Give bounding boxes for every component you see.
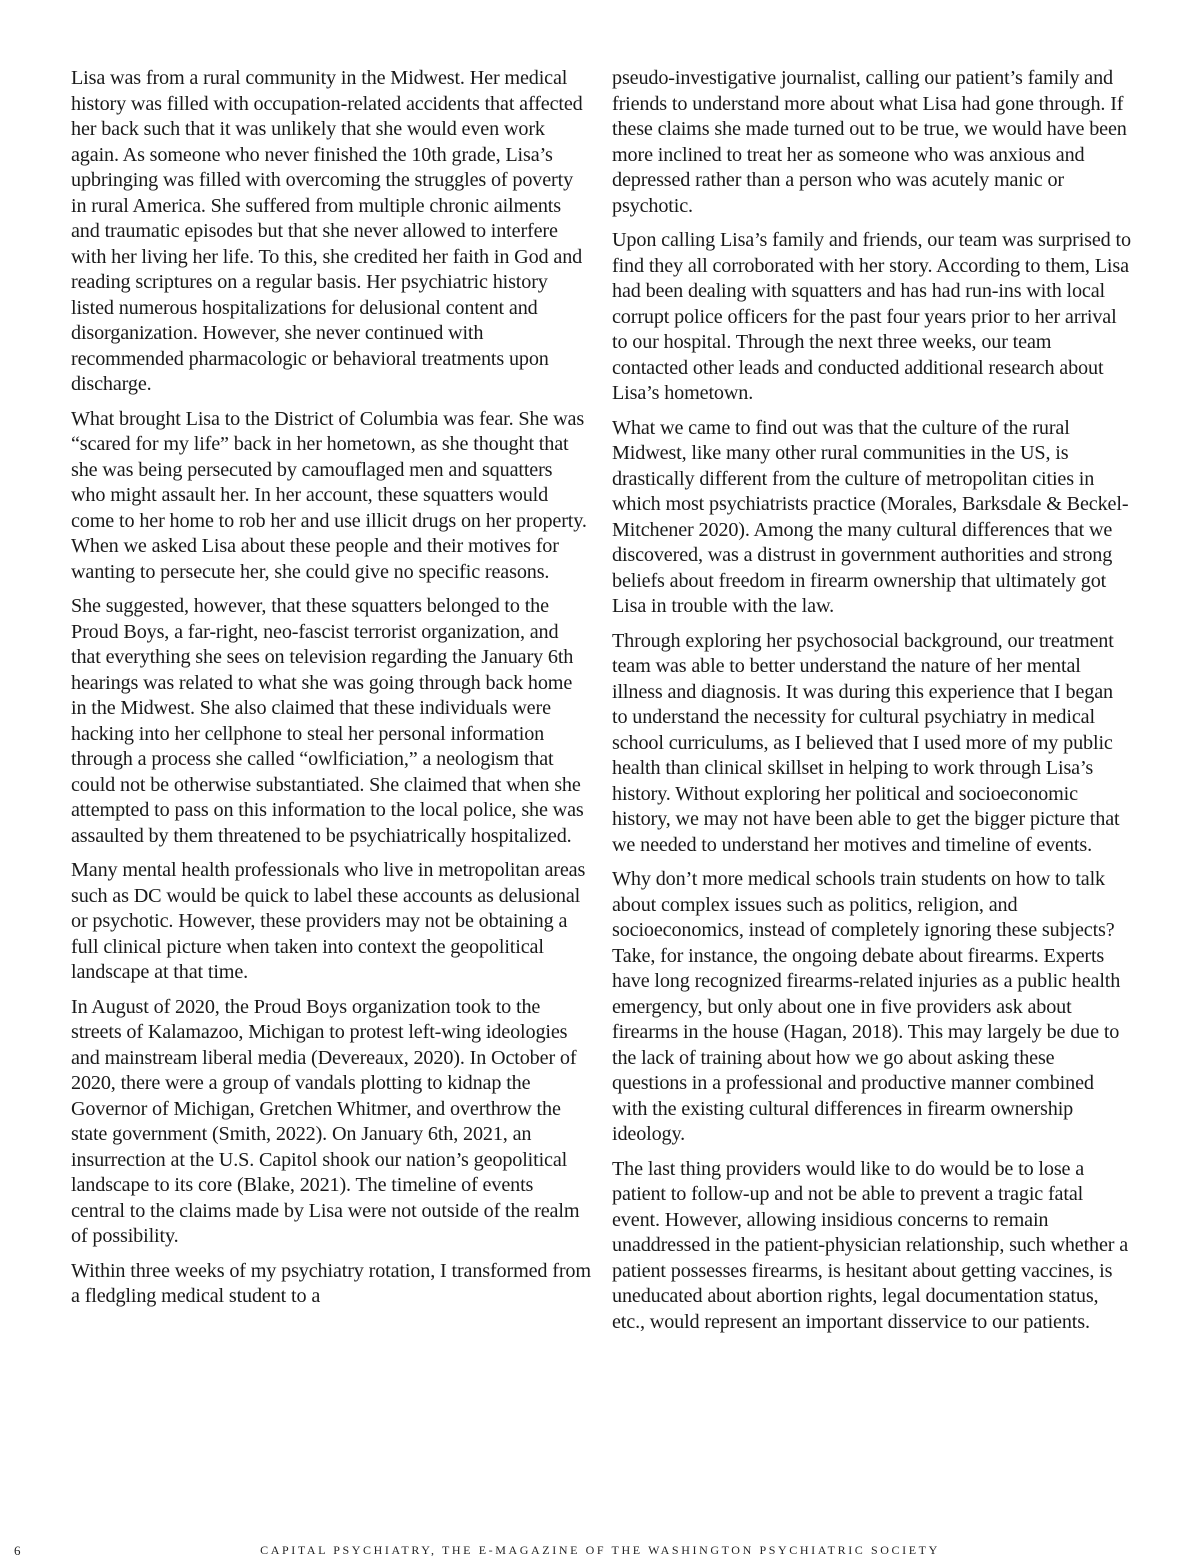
paragraph: Why don’t more medical schools train students on how to talk about complex issues such as politics, religion, and socioeconomics, instead of completely ignoring these subjects? Take, for instance, the ongoing debate about firearms. Experts have long recognized firearms-related injuries as a public health emergency, but only about one in five providers ask about firearms in the house (Hagan, 2018). This may largely be due to the lack of training about how we go about asking these questions in a professional and productive manner combined with the existing cultural differences in firearm ownership ideology. xyxy=(612,868,1121,1145)
paragraph: Within three weeks of my psychiatry rotation, I transformed from a fledgling medical student to a xyxy=(71,1259,591,1307)
paragraph: What we came to find out was that the culture of the rural Midwest, like many other rural communities in the US, is drastically different from the culture of metropolitan cities in which most psychiatrists practice (Morales, Barksdale & Beckel-Mitchener 2020). Among the many cultural differences that we discovered, was a distrust in government authorities and strong beliefs about freedom in firearm ownership that ultimately got Lisa in trouble with the law. xyxy=(612,416,1129,617)
footer-publication-title: CAPITAL PSYCHIATRY, THE E-MAGAZINE OF THE WASHINGTON PSYCHIATRIC SOCIETY xyxy=(260,1543,940,1557)
right-column xyxy=(612,66,1132,1344)
paragraph: Many mental health professionals who live in metropolitan areas such as DC would be quick to label these accounts as delusional or psychotic. However, these providers may not be obtaining a full clinical picture when taken into context the geopolitical landscape at that time. xyxy=(71,859,586,983)
paragraph: Upon calling Lisa’s family and friends, our team was surprised to find they all corroborated with her story. According to them, Lisa had been dealing with squatters and has had run-ins with local corrupt police officers for the past four years prior to her arrival to our hospital. Through the next three weeks, our team contacted other leads and conducted additional research about Lisa’s hometown. xyxy=(612,229,1131,404)
paragraph: pseudo-investigative journalist, calling our patient’s family and friends to understand more about what Lisa had gone through. If these claims she made turned out to be true, we would have been more inclined to treat her as someone who was anxious and depressed rather than a person who was acutely manic or psychotic. xyxy=(612,67,1127,217)
paragraph: What brought Lisa to the District of Columbia was fear. She was “scared for my life” back in her hometown, as she thought that she was being persecuted by camouflaged men and squatters who might assault her. In her account, these squatters would come to her home to rob her and use illicit drugs on her property. When we asked Lisa about these people and their motives for wanting to persecute her, she could give no specific reasons. xyxy=(71,407,587,583)
page-number: 6 xyxy=(14,1543,21,1558)
paragraph: In August of 2020, the Proud Boys organization took to the streets of Kalamazoo, Michigan to protest left-wing ideologies and mainstream liberal media (Devereaux, 2020). In October of 2020, there were a group of vandals plotting to kidnap the Governor of Michigan, Gretchen Whitmer, and overthrow the state government (Smith, 2022). On January 6th, 2021, an insurrection at the U.S. Capitol shook our nation’s geopolitical landscape to its core (Blake, 2021). The timeline of events central to the claims made by Lisa were not outside of the realm of possibility. xyxy=(71,995,580,1247)
paragraph: She suggested, however, that these squatters belonged to the Proud Boys, a far-right, neo-fascist terrorist organization, and that everything she sees on television regarding the January 6th hearings was related to what she was going through back home in the Midwest. She also claimed that these individuals were hacking into her cellphone to steal her personal information through a process she called “owlficiation,” a neologism that could not be otherwise substantiated. She claimed that when she attempted to pass on this information to the local police, she was assaulted by them threatened to be psychiatrically hospitalized. xyxy=(71,595,584,847)
paragraph: Lisa was from a rural community in the Midwest. Her medical history was filled with occupation-related accidents that affected her back such that it was unlikely that she would even work again. As someone who never finished the 10th grade, Lisa’s upbringing was filled with overcoming the struggles of poverty in rural America. She suffered from multiple chronic ailments and traumatic episodes but that she never allowed to interfere with her living her life. To this, she credited her faith in God and reading scriptures on a regular basis. Her psychiatric history listed numerous hospitalizations for delusional content and disorganization. However, she never continued with recommended pharmacologic or behavioral treatments upon discharge. xyxy=(71,67,583,395)
paragraph: Through exploring her psychosocial background, our treatment team was able to better understand the nature of her mental illness and diagnosis. It was during this experience that I began to understand the necessity for cultural psychiatry in medical school curriculums, as I believed that I used more of my public health than clinical skillset in helping to work through Lisa’s history. Without exploring her political and socioeconomic history, we may not have been able to get the bigger picture that we needed to understand her motives and timeline of events. xyxy=(612,629,1120,856)
left-column xyxy=(71,66,591,1319)
paragraph: The last thing providers would like to do would be to lose a patient to follow-up and not be able to prevent a tragic fatal event. However, allowing insidious concerns to remain unaddressed in the patient-physician relationship, such whether a patient possesses firearms, is hesitant about getting vaccines, is uneducated about abortion rights, legal documentation status, etc., would represent an important disservice to our patients. xyxy=(612,1157,1129,1333)
